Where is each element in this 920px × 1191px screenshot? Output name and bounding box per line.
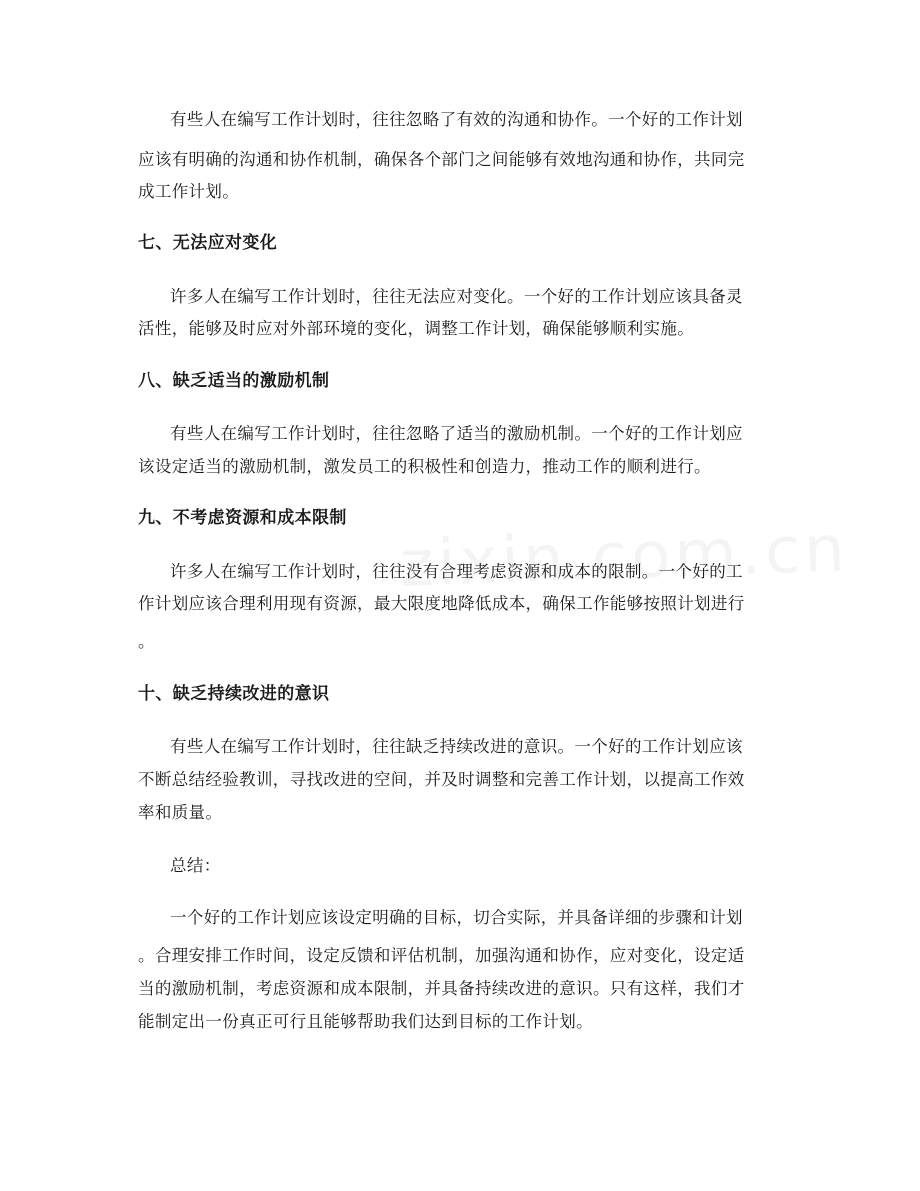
paragraph-line: 有些人在编写工作计划时，往往忽略了有效的沟通和协作。一个好的工作计划: [170, 110, 743, 129]
paragraph-line: 有些人在编写工作计划时，往往缺乏持续改进的意识。一个好的工作计划应该: [170, 737, 743, 756]
paragraph-line: 一个好的工作计划应该设定明确的目标，切合实际，并具备详细的步骤和计划: [170, 908, 743, 927]
paragraph-line: 应该有明确的沟通和协作机制，确保各个部门之间能够有效地沟通和协作，共同完: [138, 150, 745, 169]
section-heading: 七、无法应对变化: [138, 233, 278, 253]
paragraph-line: 许多人在编写工作计划时，往往无法应对变化。一个好的工作计划应该具备灵: [170, 287, 743, 306]
paragraph-line: 。: [138, 632, 155, 651]
watermark: [399, 512, 850, 602]
section-heading: 九、不考虑资源和成本限制: [138, 508, 347, 528]
paragraph-line: 成工作计划。: [138, 182, 240, 201]
section-heading: 八、缺乏适当的激励机制: [138, 371, 330, 391]
paragraph-line: 该设定适当的激励机制，激发员工的积极性和创造力，推动工作的顺利进行。: [138, 457, 711, 476]
paragraph-line: 许多人在编写工作计划时，往往没有合理考虑资源和成本的限制。一个好的工: [170, 562, 743, 581]
paragraph-line: 当的激励机制，考虑资源和成本限制，并具备持续改进的意识。只有这样，我们才: [138, 979, 745, 998]
paragraph-line: 能制定出一份真正可行且能够帮助我们达到目标的工作计划。: [138, 1012, 593, 1031]
section-heading: 十、缺乏持续改进的意识: [138, 684, 330, 704]
paragraph-line: 率和质量。: [138, 803, 223, 822]
paragraph-line: 活性，能够及时应对外部环境的变化，调整工作计划，确保能够顺利实施。: [138, 319, 695, 338]
paragraph-line: 不断总结经验教训，寻找改进的空间，并及时调整和完善工作计划，以提高工作效: [138, 770, 745, 789]
paragraph-line: 有些人在编写工作计划时，往往忽略了适当的激励机制。一个好的工作计划应: [170, 424, 743, 443]
summary-label: 总结：: [170, 856, 221, 875]
paragraph-line: 。合理安排工作时间，设定反馈和评估机制，加强沟通和协作，应对变化，设定适: [138, 946, 745, 965]
paragraph-line: 作计划应该合理利用现有资源，最大限度地降低成本，确保工作能够按照计划进行: [138, 594, 745, 613]
